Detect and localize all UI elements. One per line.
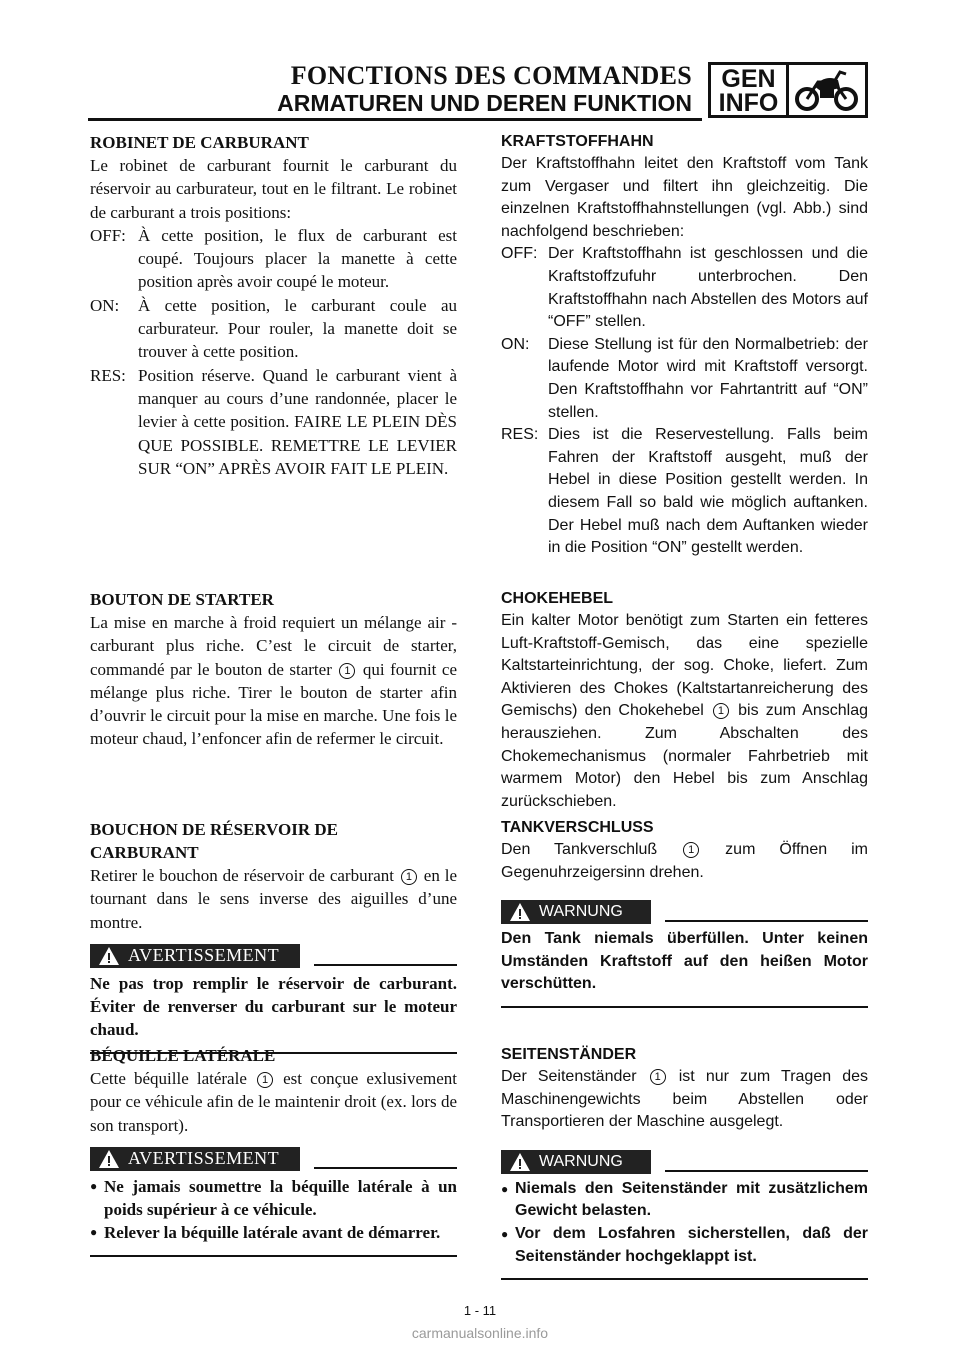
- de-stand-section: [501, 1044, 868, 1280]
- header-title-de: ARMATUREN UND DEREN FUNKTION: [277, 90, 692, 116]
- fr-stand-section: [90, 1044, 457, 1257]
- warning-bottom-rule: [501, 1278, 868, 1280]
- fr-cap-heading-1: BOUCHON DE RÉSERVOIR DE: [90, 820, 338, 839]
- section-label: [711, 65, 789, 115]
- header-title-fr: FONCTIONS DES COMMANDES: [290, 61, 692, 90]
- warning-rule: [314, 964, 457, 966]
- warning-label: AVERTISSEMENT: [128, 945, 280, 966]
- callout-number: 1: [713, 703, 729, 719]
- de-fuel-intro: Der Kraftstoffhahn leitet den Kraftstoff vom Tank zum Vergaser und filtert ihn gleichzeitig. Die einzelnen Kraftstoffhahnstellungen (vgl. Abb.) sind nachfolgend beschrieben:: [501, 155, 868, 240]
- header-rule: [88, 118, 702, 121]
- list-item: ● Niemals den Seitenständer mit zusätzlichem Gewicht belasten.: [501, 1179, 868, 1220]
- callout-number: 1: [401, 869, 417, 885]
- de-stand-text: Der Seitenständer 1 ist nur zum Tragen des Maschinengewichts beim Abstellen oder Transportieren der Maschine ausgelegt.: [501, 1068, 868, 1131]
- callout-number: 1: [339, 663, 355, 679]
- warning-rule: [665, 1170, 868, 1172]
- warning-badge: [501, 900, 651, 924]
- warning-label: AVERTISSEMENT: [128, 1148, 280, 1169]
- fr-cap-warning-header: [90, 944, 457, 968]
- warning-triangle-icon: [98, 946, 120, 966]
- warning-bottom-rule: [501, 1006, 868, 1008]
- list-item: ● Ne jamais soumettre la béquille latérale à un poids supérieur à ce véhicule.: [90, 1176, 457, 1220]
- item-key: OFF:: [501, 245, 538, 263]
- item-key: ON:: [501, 335, 530, 353]
- page-header: [277, 62, 692, 116]
- fr-stand-warning-list: [90, 1175, 457, 1251]
- fr-stand-warning-header: [90, 1147, 457, 1171]
- fr-fuel-heading: ROBINET DE CARBURANT: [90, 133, 309, 152]
- warning-bottom-rule: [90, 1255, 457, 1257]
- de-fuel-item-on: [501, 334, 868, 424]
- fr-starter-heading: BOUTON DE STARTER: [90, 590, 274, 609]
- de-cap-heading: TANKVERSCHLUSS: [501, 819, 654, 836]
- fr-stand-heading: BÉQUILLE LATÉRALE: [90, 1046, 276, 1065]
- fr-fuel-intro: Le robinet de carburant fournit le carburant du réservoir au carburateur, tout en le filtrant. Le robinet de carburant a trois positions:: [90, 156, 457, 222]
- fr-starter-section: [90, 588, 457, 751]
- fr-cap-section: [90, 818, 457, 1054]
- de-fuel-item-off: [501, 243, 868, 333]
- de-fuel-item-res: [501, 424, 868, 560]
- item-text: Position réserve. Quand le carburant vient à manquer au cours d’une randonnée, placer le levier à cette position. FAIRE LE PLEIN DÈS QUE POSSIBLE. REMETTRE LE LEVIER SUR “ON” APRÈS AVOIR FAIT LE PLEIN.: [138, 365, 457, 478]
- de-stand-warning-list: [501, 1178, 868, 1274]
- de-choke-text: Ein kalter Motor benötigt zum Starten ein fetteres Luft-Kraftstoff-Gemisch, das eine spezielle Kaltstarteinrichtung, der sog. Choke, liefert. Zum Aktivieren des Chokes (Kaltstartanreicherung des Gemischs) den Chokehebel 1 bis zum Anschlag herausziehen. Zum Abschalten des Chokemechanismus (normaler Fahrbetrieb mit warmem Motor) den Hebel bis zum Anschlag zurückschieben.: [501, 612, 868, 810]
- callout-number: 1: [257, 1072, 273, 1088]
- warning-label: WARNUNG: [539, 903, 623, 921]
- item-text: Diese Stellung ist für den Normalbetrieb: der laufende Motor wird mit Kraftstoff versorgt. Den Kraftstoffhahn vor Fahrtantritt auf “ON” stellen.: [548, 335, 868, 421]
- fr-fuel-item-on: [90, 294, 457, 364]
- de-cap-text: Den Tankverschluß 1 zum Öffnen im Gegenuhrzeigersinn drehen.: [501, 841, 868, 881]
- fr-fuel-section: [90, 131, 457, 480]
- warning-triangle-icon: [98, 1149, 120, 1169]
- fr-cap-warning-text: Ne pas trop remplir le réservoir de carburant. Éviter de renverser du carburant sur le moteur chaud.: [90, 973, 457, 1040]
- de-cap-warning-header: [501, 900, 868, 924]
- de-stand-heading: SEITENSTÄNDER: [501, 1046, 637, 1063]
- fr-stand-text: Cette béquille latérale 1 est conçue exlusivement pour ce véhicule afin de le maintenir droit (ex. lors de son transport).: [90, 1069, 458, 1135]
- warning-label: WARNUNG: [539, 1152, 623, 1170]
- page-number: 1 - 11: [463, 1303, 497, 1318]
- callout-number: 1: [683, 842, 699, 858]
- de-choke-heading: CHOKEHEBEL: [501, 590, 614, 607]
- fr-cap-text: Retirer le bouchon de réservoir de carburant 1 en le tournant dans le sens inverse des aiguilles d’une montre.: [90, 866, 457, 932]
- item-text: Dies ist die Reservestellung. Falls beim Fahren der Kraftstoff ausgeht, muß der Hebel in diese Position gestellt werden. In diesem Fall so bald wie möglich auftanken. Der Hebel muß nach dem Auftanken wieder in die Position “ON” gestellt werden.: [548, 426, 868, 557]
- de-fuel-heading: KRAFTSTOFFHAHN: [501, 133, 654, 150]
- item-key: RES:: [90, 365, 126, 385]
- section-label-line2: INFO: [718, 89, 779, 117]
- warning-badge: [501, 1150, 651, 1174]
- de-fuel-section: [501, 131, 868, 560]
- fr-cap-heading-2: CARBURANT: [90, 843, 199, 862]
- warning-triangle-icon: [509, 902, 531, 922]
- de-choke-section: [501, 588, 868, 813]
- section-label-line1: GEN: [721, 65, 776, 93]
- warning-triangle-icon: [509, 1152, 531, 1172]
- item-key: ON:: [90, 295, 120, 315]
- warning-rule: [665, 920, 868, 922]
- item-key: OFF:: [90, 225, 126, 245]
- watermark: carmanualsonline.info: [411, 1325, 549, 1341]
- item-text: Der Kraftstoffhahn ist geschlossen und die Kraftstoffzufuhr unterbrochen. Den Kraftstoffhahn nach Abstellen des Motors auf “OFF” stellen.: [548, 245, 868, 331]
- motorcycle-icon: [789, 65, 865, 115]
- fr-starter-text: La mise en marche à froid requiert un mélange air - carburant plus riche. C’est le circuit de starter, commandé par le bouton de starter 1 qui fournit ce mélange plus riche. Tirer le bouton de starter afin d’ouvrir le circuit pour la mise en marche. Une fois le moteur chaud, l’enfoncer afin de refermer le circuit.: [90, 613, 457, 749]
- de-stand-warning-header: [501, 1150, 868, 1174]
- de-cap-section: [501, 817, 868, 1008]
- item-text: À cette position, le flux de carburant est coupé. Toujours placer la manette à cette position après avoir coupé le moteur.: [138, 225, 457, 292]
- list-item: ● Vor dem Losfahren sicherstellen, daß der Seitenständer hochgeklappt ist.: [501, 1224, 868, 1265]
- item-key: RES:: [501, 426, 539, 444]
- warning-badge: [90, 944, 300, 968]
- warning-rule: [314, 1167, 457, 1169]
- section-tab: [708, 62, 868, 118]
- item-text: À cette position, le carburant coule au carburateur. Pour rouler, la manette doit se trouver à cette position.: [138, 295, 457, 362]
- fr-fuel-item-res: [90, 364, 457, 480]
- warning-badge: [90, 1147, 300, 1171]
- list-item: ● Relever la béquille latérale avant de démarrer.: [90, 1223, 441, 1243]
- fr-fuel-item-off: [90, 224, 457, 294]
- callout-number: 1: [650, 1069, 666, 1085]
- de-cap-warning-text: Den Tank niemals überfüllen. Unter keinen Umständen Kraftstoff auf den heißen Motor verschütten.: [501, 930, 868, 993]
